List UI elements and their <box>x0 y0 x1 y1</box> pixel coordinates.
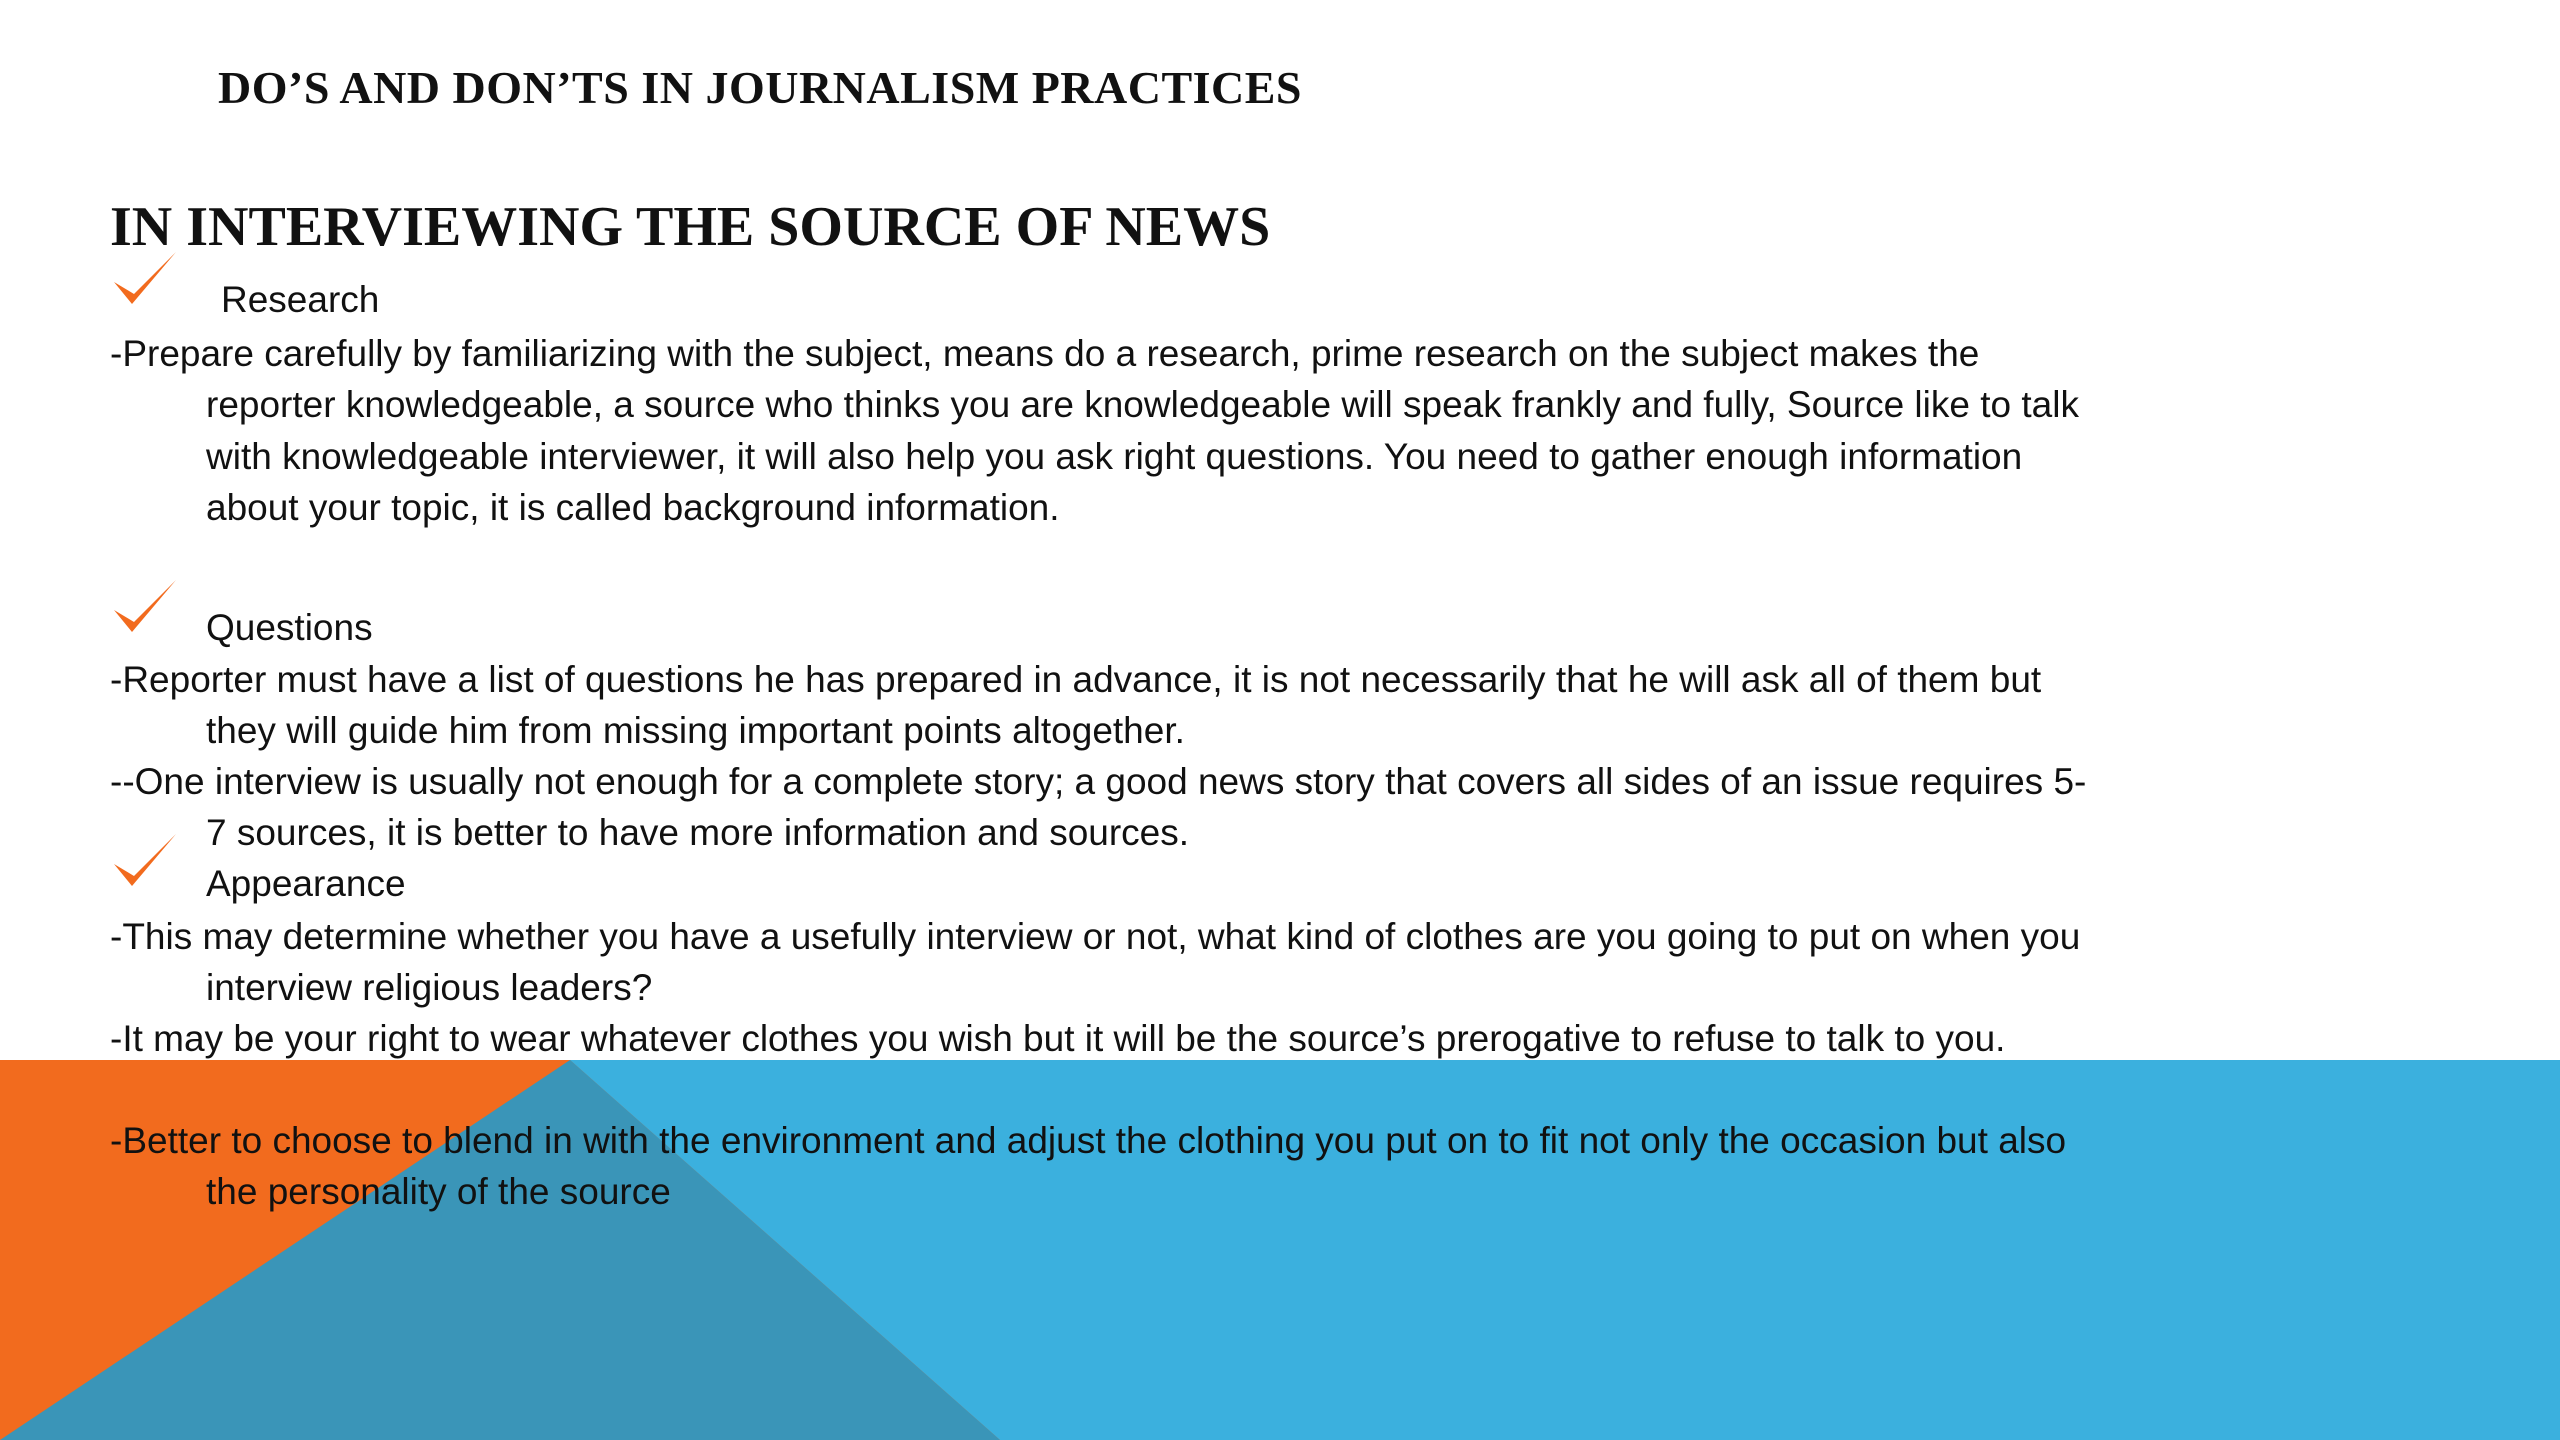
topic-label-appearance: Appearance <box>206 863 406 904</box>
section-heading: IN INTERVIEWING THE SOURCE OF NEWS <box>110 196 1271 258</box>
topic-label-research: Research <box>221 279 380 320</box>
paragraph: -Prepare carefully by familiarizing with the subject, means do a research, prime research on the subject makes the reporter knowledgeable, a source who thinks you are knowledgeable will speak frankly and fully, Source like to talk with knowledgeable interviewer, it will also help you ask right questions. You need to gather enough information about your topic, it is called background information. <box>110 333 2079 528</box>
checkmark-icon <box>110 830 180 894</box>
slide-title: DO’S AND DON’TS IN JOURNALISM PRACTICES <box>218 62 1303 113</box>
paragraph: -This may determine whether you have a usefully interview or not, what kind of clothes are you going to put on when you interview religious leaders? <box>110 916 2081 1009</box>
checkmark-icon <box>110 576 180 640</box>
topic-label-questions: Questions <box>206 607 373 648</box>
paragraph: -Reporter must have a list of questions he has prepared in advance, it is not necessarily that he will ask all of them but they will guide him from missing important points altogether. <box>110 659 2042 752</box>
paragraph: -It may be your right to wear whatever clothes you wish but it will be the source’s prerogative to refuse to talk to you. <box>110 1018 2006 1059</box>
checkmark-icon <box>110 248 180 312</box>
paragraph: -Better to choose to blend in with the environment and adjust the clothing you put on to fit not only the occasion but also the personality of the source <box>110 1120 2067 1213</box>
paragraph: --One interview is usually not enough for a complete story; a good news story that covers all sides of an issue requires 5-7 sources, it is better to have more information and sources. <box>110 761 2087 854</box>
